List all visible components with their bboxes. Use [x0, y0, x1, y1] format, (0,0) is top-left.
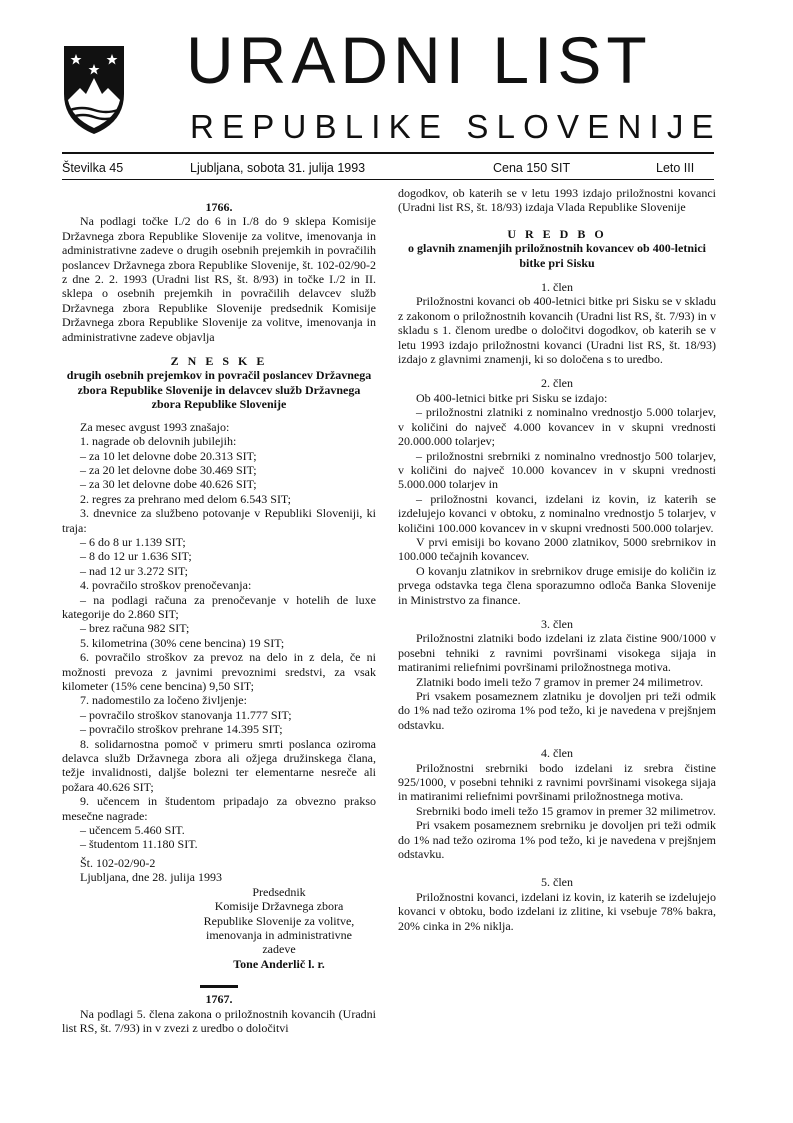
paragraph: Priložnostni kovanci ob 400-letnici bitke pri Sisku se v skladu z zakonom o priložnostnih kovancih (Uradni list RS, št. 7/93) in v skladu s 1. členom uredbe o določitvi dogodkov, ob katerih se v letu 1993 izdajo priložnostni kovanci (Uradni list RS, št. 18/93) izdajo z glavnimi znamenji, ki so določena s to uredbo. — [398, 294, 716, 367]
list-item: – 8 do 12 ur 1.636 SIT; — [80, 549, 192, 564]
list-item: – 6 do 8 ur 1.139 SIT; — [80, 534, 186, 549]
act-subtitle: o glavnih znamenjih priložnostnih kovancev ob 400-letnici bitke pri Sisku — [407, 241, 707, 270]
signatory-name: Tone Anderlič l. r. — [233, 956, 325, 971]
meta-divider — [62, 179, 714, 180]
act-subtitle: drugih osebnih prejemkov in povračil poslancev Državnega zbora Republike Slovenije in delavcev služb Državnega zbora Republike Slovenije — [66, 368, 372, 412]
signatory-title: imenovanja in administrativne — [206, 927, 352, 942]
article-number: 2. člen — [541, 376, 573, 391]
paragraph: Zlatniki bodo imeli težo 7 gramov in premer 24 milimetrov. — [416, 674, 704, 689]
act-separator — [200, 985, 238, 988]
paragraph: Priložnostni zlatniki bodo izdelani iz zlata čistine 900/1000 v posebni tehniki z ravnimi površinami visokega sijaja in matiranimi reliefnimi površinami priložnostnega motiva. — [398, 631, 716, 675]
issue-year: Leto III — [656, 161, 695, 175]
article-number: 1. člen — [541, 280, 573, 295]
list-item: – povračilo stroškov stanovanja 11.777 SIT; — [80, 707, 292, 722]
article-number: 3. člen — [541, 616, 573, 631]
list-item: 8. solidarnostna pomoč v primeru smrti poslanca oziroma delavca služb Državnega zbora ali ožjega družinskega člana, težje invalidnosti, daljše bolezni ter elementarne nesreče ali požara 40.626 SIT; — [62, 736, 376, 794]
act-title: U R E D B O — [507, 226, 607, 241]
list-item: Za mesec avgust 1993 znašajo: — [80, 419, 230, 434]
list-item: 2. regres za prehrano med delom 6.543 SIT; — [80, 491, 291, 506]
act-title: Z N E S K E — [170, 354, 268, 369]
left-column — [62, 186, 376, 1035]
article-number: 5. člen — [541, 875, 573, 890]
list-item: – na podlagi računa za prenočevanje v hotelih de luxe kategorije do 2.860 SIT; — [62, 592, 376, 621]
article-number: 4. člen — [541, 746, 573, 761]
paragraph: Pri vsakem posameznem zlatniku je dovoljen pri teži odmik do 1% nad težo oziroma 1% pod težo, ki je navedena v prejšnjem odstavku. — [398, 689, 716, 732]
list-item: – študentom 11.180 SIT. — [80, 837, 198, 852]
issue-price: Cena 150 SIT — [493, 161, 571, 175]
coat-of-arms-icon — [62, 44, 126, 136]
paragraph: – priložnostni srebrniki z nominalno vrednostjo 500 tolarjev, v količini do največ 10.000 kovancev in v skupni vrednosti 5.000.000 tolarjev in — [398, 448, 716, 492]
list-item: 9. učencem in študentom pripadajo za obvezno prakso mesečne nagrade: — [62, 794, 376, 823]
paragraph: – priložnostni zlatniki z nominalno vrednostjo 5.000 tolarjev, v količini do največ 4.000 kovancev in v skupni vrednosti 20.000.000 tolarjev; — [398, 405, 716, 449]
paragraph: Srebrniki bodo imeli težo 15 gramov in premer 32 milimetrov. — [416, 803, 716, 818]
list-item: – povračilo stroškov prehrane 14.395 SIT; — [80, 722, 283, 737]
paragraph: O kovanju zlatnikov in srebrnikov druge emisije do količin iz prvega odstavka tega člena sporazumno odloča Banka Slovenije in Ministrstvo za finance. — [398, 563, 716, 607]
signatory-title: Komisije Državnega zbora — [214, 899, 344, 914]
signatory-title: Republike Slovenije za volitve, — [203, 913, 355, 928]
list-item: 5. kilometrina (30% cene bencina) 19 SIT; — [80, 635, 285, 650]
issue-date: Ljubljana, dne 28. julija 1993 — [80, 870, 222, 885]
reference-number: Št. 102-02/90-2 — [80, 855, 156, 870]
issue-number: Številka 45 — [62, 161, 124, 175]
paragraph: Na podlagi 5. člena zakona o priložnostnih kovancih (Uradni list RS, št. 7/93) in v zvezi z uredbo o določitvi — [62, 1006, 376, 1035]
paragraph: V prvi emisiji bo kovano 2000 zlatnikov, 5000 srebrnikov in 100.000 tečajnih kovancev. — [398, 534, 716, 564]
right-column — [398, 186, 716, 933]
list-item: 6. povračilo stroškov za prevoz na delo in z dela, če ni možnosti prevoza z javnimi prevoznimi sredstvi, za vsak kilometer (15% cene bencina) 9,50 SIT; — [62, 650, 376, 693]
list-item: 7. nadomestilo za ločeno življenje: — [80, 693, 247, 708]
paragraph: Pri vsakem posameznem srebrniku je dovoljen pri teži odmik do 1% nad težo oziroma 1% pod težo, ki je navedena v prejšnjem odstavku. — [398, 818, 716, 862]
issue-place-date: Ljubljana, sobota 31. julija 1993 — [190, 161, 366, 175]
list-item: – brez računa 982 SIT; — [80, 621, 190, 636]
paragraph: – priložnostni kovanci, izdelani iz kovin, iz katerih se izdelujejo kovanci v obtoku, z nominalno vrednostjo 5 tolarjev, v količini 100.000 kovancev in v skupni vrednosti 500.000 tolarjev. — [398, 491, 716, 535]
signatory-title: zadeve — [262, 942, 296, 957]
paragraph: Priložnostni kovanci, izdelani iz kovin, iz katerih se izdelujejo kovanci v obtoku, bodo izdelani iz zlitine, ki vsebuje 78% bakra, 20% cinka in 2% niklja. — [398, 889, 716, 933]
list-item: 4. povračilo stroškov prenočevanja: — [80, 578, 252, 593]
paragraph: Priložnostni srebrniki bodo izdelani iz srebra čistine 925/1000, v posebni tehniki z ravnimi površinami visokega sijaja in matiranimi reliefnimi površinami priložnostnega motiva. — [398, 760, 716, 804]
paragraph: Ob 400-letnici bitke pri Sisku se izdajo: — [416, 390, 608, 405]
list-item: – učencem 5.460 SIT. — [80, 823, 185, 838]
list-item: – za 10 let delovne dobe 20.313 SIT; — [80, 448, 257, 463]
list-item: – za 20 let delovne dobe 30.469 SIT; — [80, 462, 257, 477]
masthead-divider — [62, 152, 714, 154]
paragraph: dogodkov, ob katerih se v letu 1993 izdajo priložnostni kovanci (Uradni list RS, št. 18/93) izdaja Vlada Republike Slovenije — [398, 186, 716, 215]
list-item: 3. dnevnice za službeno potovanje v Republiki Sloveniji, ki traja: — [62, 506, 376, 535]
gazette-title: URADNI LIST — [186, 23, 652, 97]
list-item: – nad 12 ur 3.272 SIT; — [80, 563, 188, 578]
signatory-title: Predsednik — [252, 884, 306, 899]
list-item: – za 30 let delovne dobe 40.626 SIT; — [80, 477, 257, 492]
paragraph: Na podlagi točke I./2 do 6 in I./8 do 9 sklepa Komisije Državnega zbora Republike Slovenije za volitve, imenovanja in administrativne zadeve o drugih osebnih prejemkih in povračilih poslancev Državnega zbora Republike Slovenije, št. 102-02/90-2 z dne 2. 2. 1993 (Uradni list RS, št. 8/93) in točke I./2 in II. sklepa o osebnih prejemkih in povračilih delavcev služb Državnega zbora Republike Slovenije predsednik Komisije Državnega zbora Republike Slovenije za volitve, imenovanja in administrativne zadeve objavlja — [62, 214, 376, 344]
gazette-subtitle: REPUBLIKE SLOVENIJE — [190, 108, 722, 145]
act-number: 1767. — [205, 992, 233, 1007]
act-number: 1766. — [205, 200, 233, 214]
list-item: 1. nagrade ob delovnih jubilejih: — [80, 434, 237, 449]
